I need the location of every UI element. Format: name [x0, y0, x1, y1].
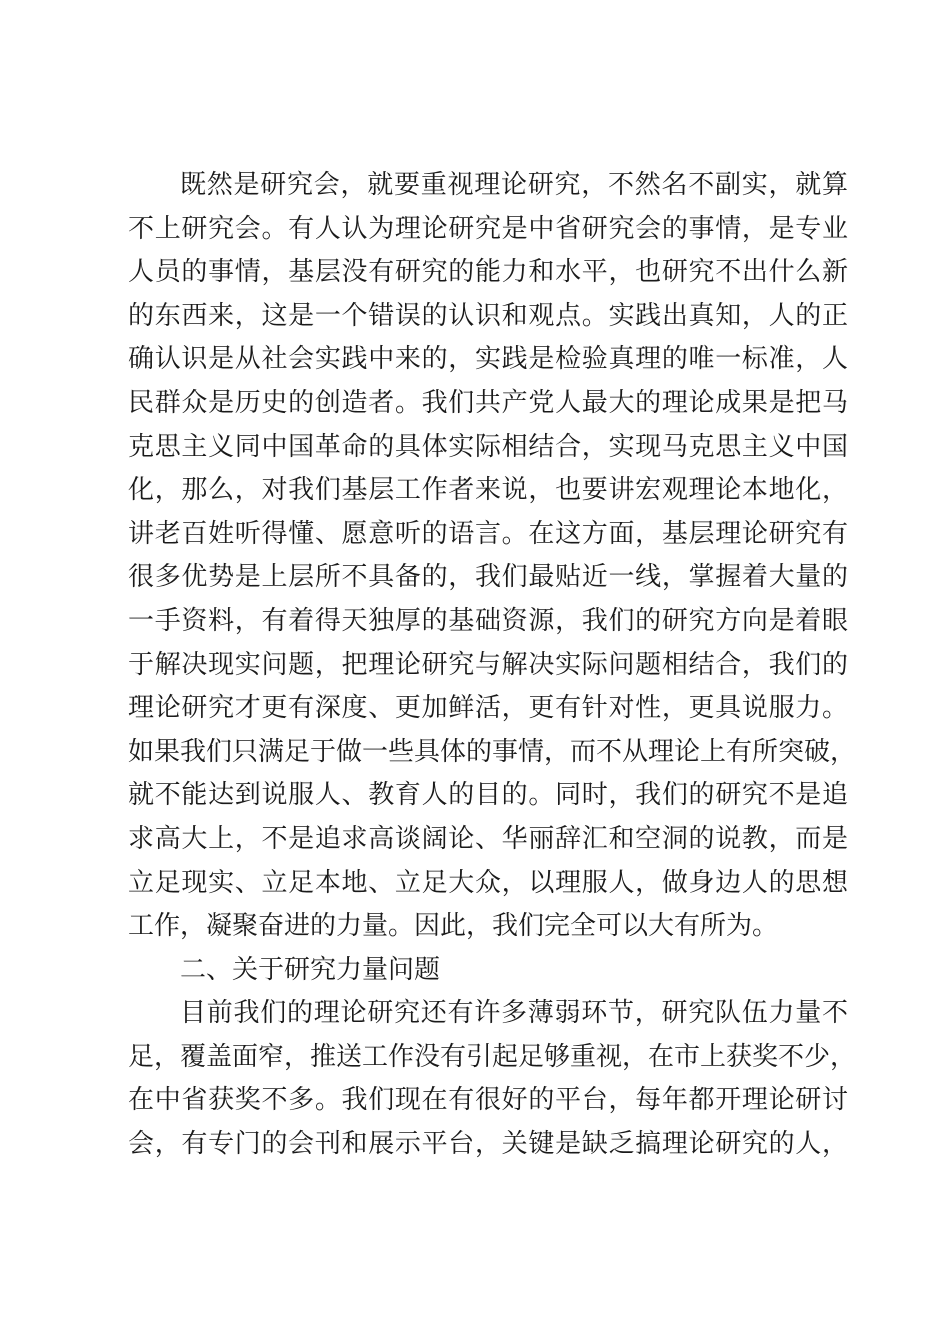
- paragraph-line: 理论研究才更有深度、更加鲜活，更有针对性，更具说服力。: [128, 693, 848, 724]
- paragraph-line: 不上研究会。有人认为理论研究是中省研究会的事情，是专业: [128, 213, 848, 244]
- section-heading: 二、关于研究力量问题: [180, 954, 441, 985]
- paragraph-line: 确认识是从社会实践中来的，实践是检验真理的唯一标准，人: [128, 344, 848, 375]
- paragraph-line: 会，有专门的会刊和展示平台，关键是缺乏搞理论研究的人，: [128, 1129, 848, 1160]
- paragraph-line: 立足现实、立足本地、立足大众，以理服人，做身边人的思想: [128, 867, 848, 898]
- paragraph-line: 求高大上，不是追求高谈阔论、华丽辞汇和空洞的说教，而是: [128, 823, 848, 854]
- paragraph-line: 讲老百姓听得懂、愿意听的语言。在这方面，基层理论研究有: [128, 518, 848, 549]
- paragraph-line: 在中省获奖不多。我们现在有很好的平台，每年都开理论研讨: [128, 1085, 848, 1116]
- paragraph-line: 工作，凝聚奋进的力量。因此，我们完全可以大有所为。: [128, 911, 779, 942]
- paragraph-line: 既然是研究会，就要重视理论研究，不然名不副实，就算: [180, 170, 848, 200]
- paragraph-line: 民群众是历史的创造者。我们共产党人最大的理论成果是把马: [128, 387, 848, 418]
- paragraph-line: 一手资料，有着得天独厚的基础资源，我们的研究方向是着眼: [128, 605, 848, 636]
- paragraph-line: 很多优势是上层所不具备的，我们最贴近一线，掌握着大量的: [128, 562, 848, 593]
- paragraph-line: 目前我们的理论研究还有许多薄弱环节，研究队伍力量不: [180, 998, 848, 1029]
- paragraph-line: 人员的事情，基层没有研究的能力和水平，也研究不出什么新: [128, 257, 848, 288]
- paragraph-line: 足，覆盖面窄，推送工作没有引起足够重视，在市上获奖不少，: [128, 1041, 857, 1072]
- paragraph-line: 就不能达到说服人、教育人的目的。同时，我们的研究不是追: [128, 780, 848, 811]
- paragraph-line: 克思主义同中国革命的具体实际相结合，实现马克思主义中国: [128, 431, 848, 462]
- document-body: [128, 164, 857, 1167]
- paragraph-line: 化，那么，对我们基层工作者来说，也要讲宏观理论本地化，: [128, 475, 848, 506]
- paragraph-line: 如果我们只满足于做一些具体的事情，而不从理论上有所突破，: [128, 736, 857, 767]
- paragraph-line: 于解决现实问题，把理论研究与解决实际问题相结合，我们的: [128, 649, 848, 680]
- paragraph-line: 的东西来，这是一个错误的认识和观点。实践出真知，人的正: [128, 300, 848, 331]
